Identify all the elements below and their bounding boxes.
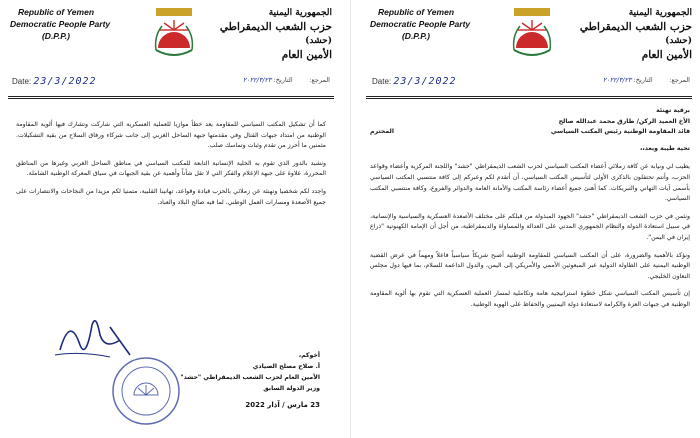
signer-role: وزير الدولة السابق	[263, 385, 320, 392]
letter-body	[16, 120, 326, 215]
date-value: 23/3/2022	[33, 76, 97, 87]
ref-date-line	[603, 76, 690, 84]
letter-body	[370, 106, 690, 318]
ar-abbrev: (حشد)	[665, 36, 692, 46]
paragraph: يطيب لي ونيابة عن كافة زملائي أعضاء المكتب السياسي لحزب الشعب الديمقراطي "حشد" واللجنة المركزية وأعضاء وقواعد الحزب، وأنتم تحتفلون بالذكرى الأولى لتأسيس المكتب السياسي، أن أتقدم لكم وعبركم إلى كافة منتسبي المكتب السياسي بأسمى آيات التهاني والتبريكات. كما أهنئ جميع أعضاء رئاسة المكتب والأمانة العامة والدوائر والفروع، وكافة منتسبي المكتب السياسي.	[370, 163, 690, 203]
ar-sg: الأمين العام	[281, 49, 332, 61]
paragraph: ونشيد بالدور الذي تقوم به الخلية الإنسانية التابعة للمكتب السياسي في مناطق الساحل الغربي وغيرها من المناطق المحررة، علاوة على جبهة الإعلام والفكر التي لا تقل شأناً وأهمية عن بقية الجبهات في سياق المعركة الوطنية الشاملة.	[16, 159, 326, 178]
honorific: المحترم	[370, 128, 394, 136]
letterhead-english	[10, 6, 111, 42]
en-country: Republic of Yemen	[17, 7, 95, 17]
ar-abbrev: (حشد)	[305, 36, 332, 46]
header-rule-2	[8, 98, 334, 99]
signer-title: الأمين العام لحزب الشعب الديمقراطي "حشد"	[180, 374, 320, 381]
greeting: تحية طيبة وبعد،،	[640, 144, 690, 152]
footer-date: 23 مارس / آذار 2022	[245, 401, 320, 409]
letterhead-arabic	[579, 6, 692, 62]
date-label: Date:	[12, 77, 32, 86]
tarikh-label: التاريخ:	[273, 76, 293, 84]
ar-sg: الأمين العام	[641, 49, 692, 61]
date-label: Date:	[372, 77, 392, 86]
en-abbrev: (D.P.P.)	[401, 31, 431, 41]
signer-name: أ. صلاح مصلح الصيادي	[252, 363, 320, 370]
ar-party: حزب الشعب الديمقراطي	[219, 21, 332, 33]
en-country: Republic of Yemen	[377, 7, 455, 17]
page-divider	[350, 0, 351, 438]
sign-off: أخوكم،	[298, 352, 320, 359]
addressee-role: قائد المقاومة الوطنية رئيس المكتب السياسي	[550, 128, 690, 136]
header-rule-2	[366, 98, 692, 99]
date-field	[12, 76, 97, 87]
ref-label: المرجع:	[309, 76, 330, 84]
ar-country: الجمهورية اليمنية	[268, 8, 332, 18]
paragraph: ونثمن في حزب الشعب الديمقراطي "حشد" الجهود المبذولة من قبلكم على مختلف الأصعدة العسكرية والسياسية والإنسانية، في سبيل استعادة الدولة والنظام الجمهوري المدني على العدالة والمساواة والديمقراطية، من أجل أن الإمامة الكهنوتية "ذراع إيران في اليمن".	[370, 212, 690, 241]
ar-party: حزب الشعب الديمقراطي	[579, 21, 692, 33]
ref-date-line	[243, 76, 330, 84]
date-field	[372, 76, 457, 87]
signature-block	[120, 350, 320, 411]
party-logo-icon	[152, 6, 196, 62]
ref-label: المرجع:	[669, 76, 690, 84]
tarikh-value: ٢٠٢٢/٣/٢٣	[242, 76, 272, 84]
letter-heading: برقية تهنئة	[656, 107, 690, 114]
paragraph: كما أن تشكيل المكتب السياسي للمقاومة يعد خطأ موازيا للعملية العسكرية التي شاركت وتشارك فيها ألوية المقاومة الوطنية من امتداد جبهات القتال وفي مقدمتها جبهة الساحل الغربي إلى جانب شركاء ورفاق السلاح من بقية التشكيلات. مثمنين ما أحرز من تقدم وثبات وتماسك صلب.	[16, 121, 326, 150]
paragraph: إن تأسيس المكتب السياسي شكل خطوة استراتيجية هامة وتكاملية لمسار العملية العسكرية التي تقوم بها ألوية المقاومة الوطنية في جبهات العزة والكرامة لاستعادة دولة اليمنيين والحفاظ على الهوية الوطنية.	[370, 290, 690, 308]
tarikh-label: التاريخ:	[633, 76, 653, 84]
tarikh-value: ٢٠٢٢/٣/٢٣	[602, 76, 632, 84]
paragraph: واجدد لكم شخصيا وتهنئة عن زملائي بالحزب قيادة وقواعد، تهانينا القلبية، متمنيا لكم مزيدا من النجاحات والانتصارات على جميع الأصعدة ومسارات العمل الوطني، لما فيه صالح البلاد والعباد.	[16, 187, 326, 206]
addressee-title	[370, 127, 690, 138]
letterhead-english	[370, 6, 471, 42]
letter-page-one	[360, 0, 698, 438]
en-party: Democratic People Party	[370, 19, 471, 29]
date-value: 23/3/2022	[393, 76, 457, 87]
en-abbrev: (D.P.P.)	[41, 31, 71, 41]
addressee-name: الأخ العميد الركن/ طارق محمد عبدالله صالح	[558, 117, 690, 125]
en-party: Democratic People Party	[10, 19, 111, 29]
paragraph: ونؤكد بالأهمية والضرورة، على أن المكتب السياسي للمقاومة الوطنية أصبح شريكاً سياسياً فاعلاً ومهماً في عرض القضية الوطنية اليمنية على الطاولة الدولية عبر المبعوثين الأممي والأمريكي إلى اليمن، والدول الداعمة للسلام، بما فيها دول مجلس التعاون الخليجي.	[370, 251, 690, 280]
header-rule	[366, 96, 692, 97]
ar-country: الجمهورية اليمنية	[628, 8, 692, 18]
letterhead-arabic	[219, 6, 332, 62]
letter-page-two	[2, 0, 340, 438]
party-logo-icon	[510, 6, 554, 62]
header-rule	[8, 96, 334, 97]
